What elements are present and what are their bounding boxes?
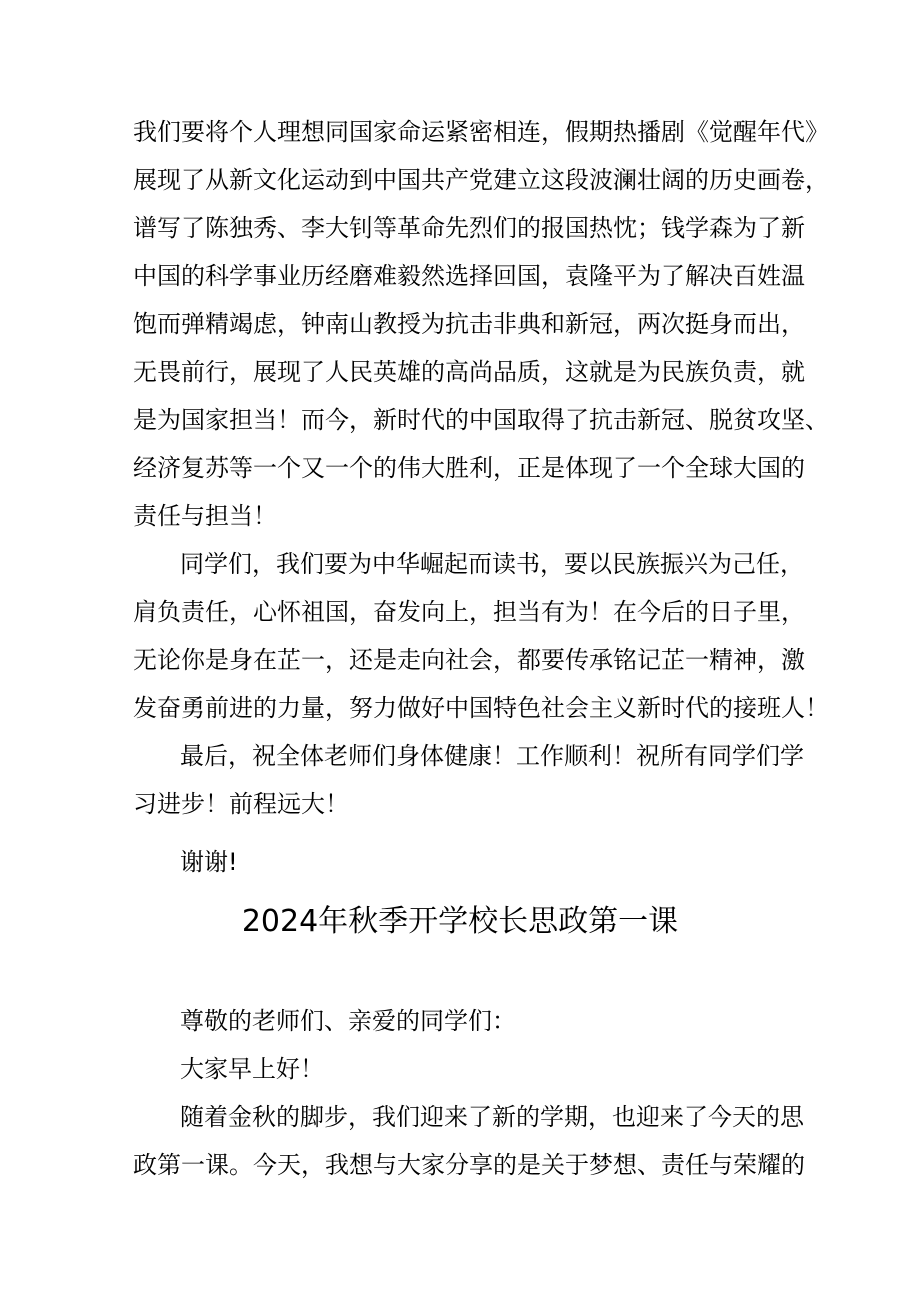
paragraph-line: 政第一课。今天，我想与大家分享的是关于梦想、责任与荣耀的 (133, 1151, 805, 1179)
document-title: 2024年秋季开学校长思政第一课 (241, 904, 679, 939)
paragraph-line: 习进步！前程远大！ (133, 790, 349, 818)
paragraph-line: 随着金秋的脚步，我们迎来了新的学期，也迎来了今天的思 (180, 1103, 804, 1131)
thanks-text: 谢谢! (180, 848, 238, 876)
paragraph-line: 中国的科学事业历经磨难毅然选择回国，袁隆平为了解决百姓温 (133, 262, 805, 290)
paragraph-line: 饱而弹精竭虑，钟南山教授为抗击非典和新冠，两次挺身而出， (133, 310, 805, 338)
paragraph-line: 肩负责任，心怀祖国，奋发向上，担当有为！在今后的日子里， (133, 598, 805, 626)
morning-greeting-text: 大家早上好！ (180, 1055, 324, 1083)
paragraph-line: 谱写了陈独秀、李大钊等革命先烈们的报国热忱；钱学森为了新 (133, 214, 805, 242)
paragraph-line: 是为国家担当！而今，新时代的中国取得了抗击新冠、脱贫攻坚、 (133, 406, 829, 434)
greeting-text: 尊敬的老师们、亲爱的同学们： (180, 1007, 516, 1035)
paragraph-line: 责任与担当！ (133, 502, 277, 530)
paragraph-line: 展现了从新文化运动到中国共产党建立这段波澜壮阔的历史画卷， (133, 166, 829, 194)
paragraph-line: 我们要将个人理想同国家命运紧密相连，假期热播剧《觉醒年代》 (133, 118, 829, 146)
paragraph-line: 无论你是身在芷一，还是走向社会，都要传承铭记芷一精神，激 (133, 646, 805, 674)
paragraph-line: 最后，祝全体老师们身体健康！工作顺利！祝所有同学们学 (180, 742, 804, 770)
paragraph-line: 发奋勇前进的力量，努力做好中国特色社会主义新时代的接班人！ (133, 694, 829, 722)
paragraph-line: 同学们，我们要为中华崛起而读书，要以民族振兴为己任， (180, 550, 804, 578)
paragraph-line: 无畏前行，展现了人民英雄的高尚品质，这就是为民族负责，就 (133, 358, 805, 386)
paragraph-line: 经济复苏等一个又一个的伟大胜利，正是体现了一个全球大国的 (133, 454, 805, 482)
